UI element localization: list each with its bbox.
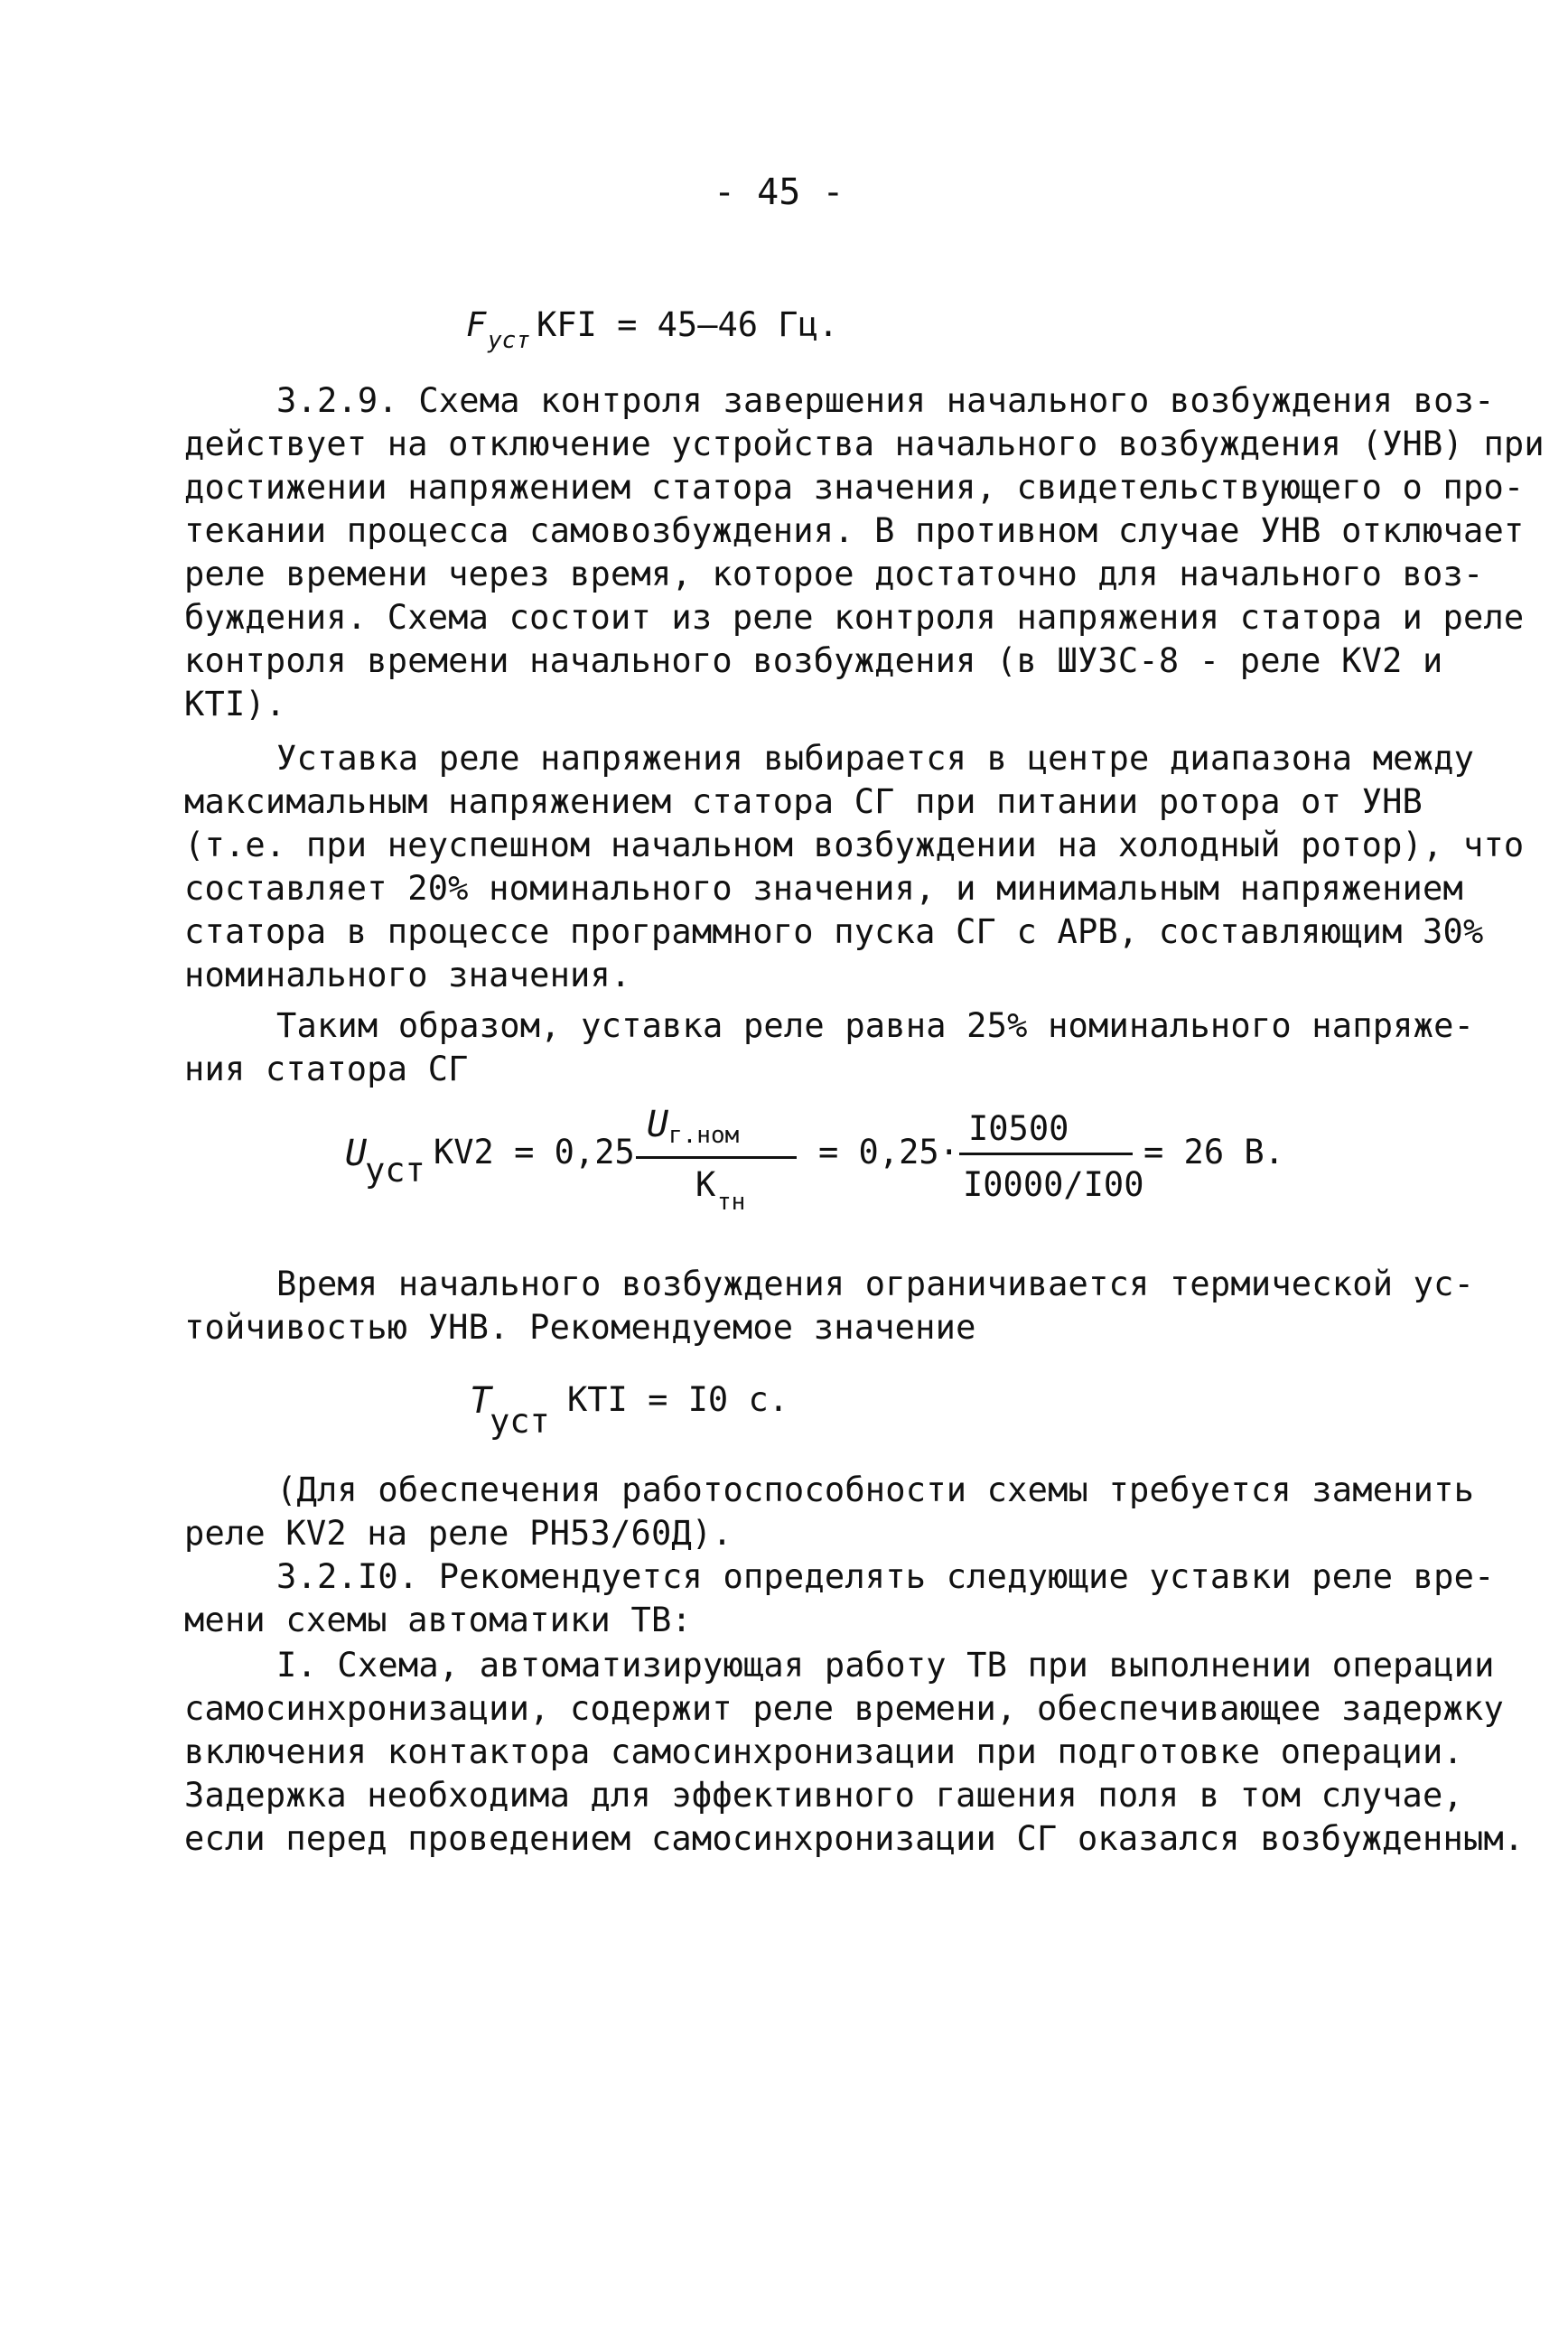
text-line: текании процесса самовозбуждения. В противном случае УНВ отключает (184, 511, 1525, 550)
formula-t-value: KTI = I0 с. (567, 1380, 789, 1419)
formula-u-subscript: уст (365, 1151, 425, 1190)
text-line: статора в процессе программного пуска СГ с АРВ, составляющим 30% (184, 912, 1484, 951)
text-line: мени схемы автоматики ТВ: (184, 1601, 692, 1639)
formula-numerator-u: U (647, 1104, 669, 1145)
formula-denominator-k: К (695, 1165, 716, 1204)
text-line: включения контактора самосинхронизации при подготовке операции. (184, 1732, 1463, 1771)
formula-denominator-value: I0000/I00 (963, 1165, 1144, 1204)
formula-f-symbol: F (466, 305, 487, 344)
text-line: составляет 20% номинального значения, и минимальным напряжением (184, 869, 1463, 908)
text-line: KTI). (184, 685, 286, 724)
text-line: самосинхронизации, содержит реле времени, обеспечивающее задержку (184, 1689, 1504, 1728)
formula-f-value: KFI = 45–46 Гц. (537, 305, 839, 344)
text-line: контроля времени начального возбуждения (в ШУЗС-8 - реле KV2 и (184, 641, 1443, 680)
text-line: Таким образом, уставка реле равна 25% номинального напряже- (276, 1006, 1475, 1045)
formula-u-symbol: U (345, 1133, 368, 1174)
formula-t-symbol: T (470, 1380, 492, 1422)
text-line: (т.е. при неуспешном начальном возбуждении на холодный ротор), что (184, 826, 1525, 864)
text-line: буждения. Схема состоит из реле контроля напряжения статора и реле (184, 598, 1525, 637)
text-line: максимальным напряжением статора СГ при питании ротора от УНВ (184, 782, 1423, 821)
text-line: если перед проведением самосинхронизации СГ оказался возбужденным. (184, 1819, 1525, 1858)
text-line: ния статора СГ (184, 1050, 469, 1088)
text-line: 3.2.I0. Рекомендуется определять следующие уставки реле вре- (276, 1557, 1495, 1596)
formula-f-subscript: уст (488, 327, 530, 354)
text-line: I. Схема, автоматизирующая работу ТВ при выполнении операции (276, 1646, 1495, 1685)
formula-mid-coefficient: = 0,25· (818, 1133, 959, 1172)
text-line: (Для обеспечения работоспособности схемы требуется заменить (276, 1470, 1475, 1509)
text-line: реле времени через время, которое достаточно для начального воз- (184, 555, 1484, 593)
formula-result: = 26 В. (1143, 1133, 1284, 1172)
text-line: Время начального возбуждения ограничивается термической ус- (276, 1265, 1475, 1303)
text-line: номинального значения. (184, 956, 631, 994)
text-line: Уставка реле напряжения выбирается в центре диапазона между (276, 739, 1475, 778)
text-line: тойчивостью УНВ. Рекомендуемое значение (184, 1308, 976, 1347)
formula-denominator-subscript: тн (717, 1189, 746, 1216)
text-line: 3.2.9. Схема контроля завершения начального возбуждения воз- (276, 381, 1495, 420)
formula-numerator-value: I0500 (968, 1109, 1069, 1148)
formula-t-subscript: уст (490, 1402, 550, 1441)
text-line: Задержка необходима для эффективного гашения поля в том случае, (184, 1776, 1463, 1815)
page-number: - 45 - (714, 172, 845, 213)
text-line: действует на отключение устройства начального возбуждения (УНВ) при (184, 425, 1545, 463)
fraction-bar (636, 1156, 797, 1159)
formula-numerator-subscript: г.ном (668, 1122, 740, 1149)
fraction-bar (959, 1153, 1133, 1155)
text-line: реле KV2 на реле РН53/60Д). (184, 1514, 733, 1553)
text-line: достижении напряжением статора значения, свидетельствующего о про- (184, 468, 1525, 507)
formula-kv2-coefficient: KV2 = 0,25 (434, 1133, 635, 1172)
